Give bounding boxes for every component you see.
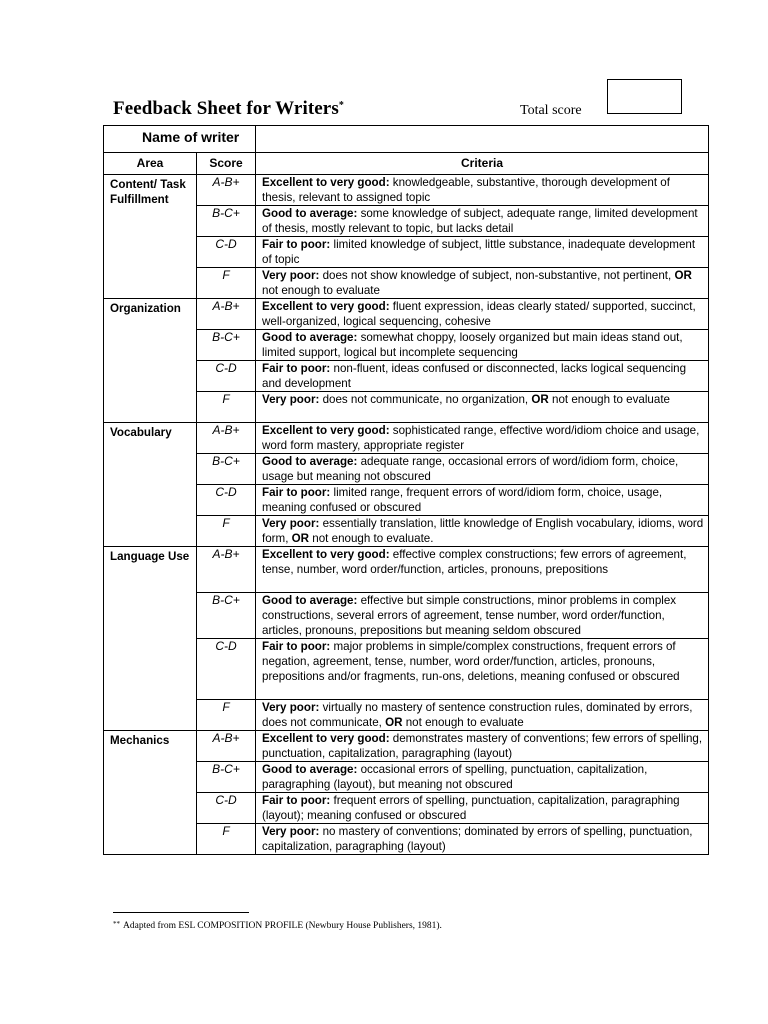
criteria-level: Good to average: (262, 331, 358, 344)
criteria-cell (256, 824, 709, 855)
criteria-description: effective complex constructions; few errors of agreement, tense, number, word order/function, articles, pronouns, prepositions (262, 548, 687, 576)
feedback-table (103, 125, 709, 855)
page-title (113, 98, 344, 120)
criteria-level: Excellent to very good: (262, 732, 390, 745)
score-cell: B-C+ (197, 454, 256, 485)
score-cell: B-C+ (197, 330, 256, 361)
criteria-description: does not show knowledge of subject, non-substantive, not pertinent, OR not enough to evaluate (262, 269, 692, 297)
criteria-cell (256, 793, 709, 824)
criteria-level: Good to average: (262, 207, 358, 220)
criteria-description: effective but simple constructions, minor problems in complex constructions, several errors of agreement, tense number, word order/function, articles, pronouns, prepositions but meaning seldom obscured (262, 594, 677, 637)
criteria-cell (256, 299, 709, 330)
or-keyword: OR (531, 393, 549, 406)
score-cell: C-D (197, 639, 256, 700)
criteria-level: Good to average: (262, 763, 358, 776)
total-score-label: Total score (520, 103, 582, 118)
footnote (113, 920, 442, 931)
criteria-cell (256, 206, 709, 237)
column-header-area: Area (104, 153, 197, 175)
criteria-cell (256, 175, 709, 206)
criteria-cell (256, 547, 709, 593)
criteria-row (104, 299, 709, 330)
criteria-level: Excellent to very good: (262, 300, 390, 313)
score-cell: B-C+ (197, 593, 256, 639)
area-label: Language Use (104, 547, 197, 731)
criteria-cell (256, 639, 709, 700)
criteria-cell (256, 237, 709, 268)
name-of-writer-field[interactable] (256, 126, 709, 153)
criteria-cell (256, 423, 709, 454)
criteria-level: Excellent to very good: (262, 176, 390, 189)
criteria-level: Very poor: (262, 701, 320, 714)
score-cell: A-B+ (197, 547, 256, 593)
criteria-cell (256, 268, 709, 299)
score-cell: A-B+ (197, 731, 256, 762)
criteria-row (104, 423, 709, 454)
criteria-level: Fair to poor: (262, 486, 331, 499)
criteria-description: some knowledge of subject, adequate range, limited development of thesis, mostly relevant to topic, but lacks detail (262, 207, 698, 235)
score-cell: F (197, 268, 256, 299)
criteria-description: non-fluent, ideas confused or disconnected, lacks logical sequencing and development (262, 362, 687, 390)
criteria-cell (256, 392, 709, 423)
criteria-cell (256, 700, 709, 731)
criteria-description: somewhat choppy, loosely organized but main ideas stand out, limited support, logical but incomplete sequencing (262, 331, 683, 359)
table-header-row (104, 153, 709, 175)
criteria-level: Fair to poor: (262, 238, 331, 251)
area-label: Vocabulary (104, 423, 197, 547)
criteria-cell (256, 454, 709, 485)
score-cell: F (197, 824, 256, 855)
criteria-level: Excellent to very good: (262, 548, 390, 561)
column-header-criteria: Criteria (256, 153, 709, 175)
criteria-level: Fair to poor: (262, 794, 331, 807)
criteria-row (104, 175, 709, 206)
column-header-score: Score (197, 153, 256, 175)
criteria-cell (256, 731, 709, 762)
criteria-description: adequate range, occasional errors of word/idiom form, choice, usage but meaning not obscured (262, 455, 679, 483)
criteria-description: virtually no mastery of sentence construction rules, dominated by errors, does not communicate, OR not enough to evaluate (262, 701, 693, 729)
criteria-description: sophisticated range, effective word/idiom choice and usage, word form mastery, appropriate register (262, 424, 700, 452)
total-score-box[interactable] (607, 79, 682, 114)
criteria-level: Fair to poor: (262, 640, 331, 653)
score-cell: A-B+ (197, 423, 256, 454)
criteria-level: Fair to poor: (262, 362, 331, 375)
criteria-cell (256, 593, 709, 639)
score-cell: C-D (197, 793, 256, 824)
score-cell: A-B+ (197, 175, 256, 206)
criteria-description: occasional errors of spelling, punctuation, capitalization, paragraphing (layout), but meaning not obscured (262, 763, 648, 791)
criteria-description: limited range, frequent errors of word/idiom form, choice, usage, meaning confused or obscured (262, 486, 663, 514)
criteria-level: Good to average: (262, 455, 358, 468)
score-cell: F (197, 700, 256, 731)
score-cell: B-C+ (197, 206, 256, 237)
criteria-level: Very poor: (262, 825, 320, 838)
footnote-divider (113, 912, 249, 913)
criteria-level: Very poor: (262, 517, 320, 530)
criteria-row (104, 731, 709, 762)
criteria-description: fluent expression, ideas clearly stated/ supported, succinct, well-organized, logical sequencing, cohesive (262, 300, 696, 328)
criteria-description: essentially translation, little knowledge of English vocabulary, idioms, word form, OR not enough to evaluate. (262, 517, 704, 545)
criteria-description: limited knowledge of subject, little substance, inadequate development of topic (262, 238, 696, 266)
area-label: Mechanics (104, 731, 197, 855)
criteria-description: frequent errors of spelling, punctuation, capitalization, paragraphing (layout); meaning confused or obscured (262, 794, 680, 822)
criteria-level: Good to average: (262, 594, 358, 607)
score-cell: F (197, 516, 256, 547)
score-cell: A-B+ (197, 299, 256, 330)
criteria-cell (256, 330, 709, 361)
criteria-row (104, 547, 709, 593)
title-footnote-mark: * (338, 100, 344, 111)
score-cell: B-C+ (197, 762, 256, 793)
criteria-description: knowledgeable, substantive, thorough development of thesis, relevant to assigned topic (262, 176, 670, 204)
criteria-description: no mastery of conventions; dominated by errors of spelling, punctuation, capitalization, paragraphing (layout) (262, 825, 693, 853)
criteria-cell (256, 361, 709, 392)
criteria-description: does not communicate, no organization, OR not enough to evaluate (319, 393, 670, 406)
area-label: Content/ Task Fulfillment (104, 175, 197, 299)
score-cell: C-D (197, 237, 256, 268)
criteria-level: Very poor: (262, 269, 320, 282)
or-keyword: OR (291, 532, 310, 545)
footnote-text: Adapted from ESL COMPOSITION PROFILE (Newbury House Publishers, 1981). (123, 921, 442, 931)
criteria-description: demonstrates mastery of conventions; few errors of spelling, punctuation, capitalization, paragraphing (layout) (262, 732, 703, 760)
or-keyword: OR (674, 269, 692, 282)
score-cell: C-D (197, 485, 256, 516)
name-of-writer-label: Name of writer (104, 126, 256, 153)
or-keyword: OR (385, 716, 403, 729)
criteria-level: Very poor: (262, 393, 320, 406)
footnote-mark: ** (113, 920, 120, 928)
criteria-cell (256, 762, 709, 793)
score-cell: C-D (197, 361, 256, 392)
criteria-description: major problems in simple/complex constructions, frequent errors of negation, agreement, tense, number, word order/function, articles, pronouns, prepositions and/or fragments, run-ons, deletions, meaning confused or obscured (262, 640, 680, 683)
title-text: Feedback Sheet for Writers (113, 98, 339, 119)
criteria-cell (256, 485, 709, 516)
criteria-cell (256, 516, 709, 547)
area-label: Organization (104, 299, 197, 423)
score-cell: F (197, 392, 256, 423)
criteria-level: Excellent to very good: (262, 424, 390, 437)
